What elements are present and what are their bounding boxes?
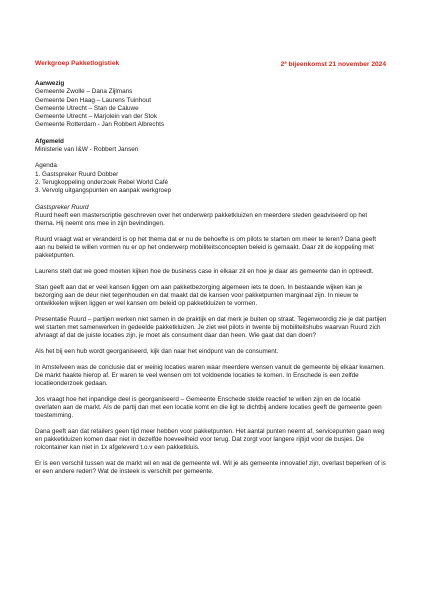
header-title: Werkgroep Pakketlogistiek [35, 60, 120, 67]
paragraph: Stan geeft aan dat er veel kansen liggen om aan pakketbezorging algemeen iets te doen. In bestaande wijken kan je bezorging aan de deur niet tegenhouden en dat maakt dat de kansen voor pakketpunten marginaal zijn. In nieuw te ontwikkelen wijken liggen er wel kansen om beleid op pakketkluizen te vormen. [35, 283, 363, 308]
header-meeting-number: 2 [280, 61, 285, 68]
document-header [35, 60, 386, 69]
paragraph: Laurens stelt dat we goed moeten kijken hoe de business case in elkaar zit en hoe je daar als gemeente dan in optreedt. [35, 267, 374, 275]
header-meeting-date [281, 60, 386, 68]
paragraph: Dana geeft aan dat retailers geen tijd meer hebben voor pakketpunten. Het aantal punten neemt af, servicepunten gaan weg en pakketkluizen komen daar niet in dezelfde hoeveelheid voor terug. Dat zorgt voor langere rijtijd voor de busjes. De rolcontainer kan niet in 1x afgeleverd t.o.v een pakketkluis. [35, 427, 385, 452]
attendee-item: Gemeente Utrecht – Marjolein van der Stok [35, 113, 157, 121]
attendee-item: Gemeente Den Haag – Laurens Tuinhout [35, 96, 152, 104]
guest-speaker-heading: Gastspreker Ruurd [35, 203, 89, 211]
attendee-item: Gemeente Zwolle – Dana Zijlmans [35, 88, 133, 96]
agenda-item: 3. Vervolg uitgangspunten en aanpak werkgroep [35, 187, 172, 195]
header-ordinal-suffix: e [284, 60, 287, 65]
absentee-item: Ministerie van I&W - Robbert Jansen [35, 146, 139, 154]
agenda-item: 1. Gastspreker Ruurd Dobber [35, 170, 119, 178]
header-date-text: bijeenkomst 21 november 2024 [286, 61, 386, 68]
paragraph: Er is een verschil tussen wat de markt wil en wat de gemeente wil. Wil je als gemeente innovatief zijn, overlast beperken of is er een andere reden? Wat de insteek is verschilt per gemeente. [35, 460, 386, 476]
attendee-item: Gemeente Utrecht – Stan de Caluwe [35, 104, 139, 112]
document-body [35, 80, 387, 477]
section-title-aanwezig: Aanwezig [35, 80, 65, 87]
agenda-title: Agenda [35, 162, 57, 170]
paragraph: In Amstelveen was de conclusie dat er weinig locaties waren waar meerdere wensen vanuit de gemeente bij elkaar kwamen. De markt haakte hierop af. Er waren te veel wensen om tot voldoende locaties te komen. In Enschede is een zelfde locatieonderzoek gedaan. [35, 363, 385, 388]
paragraph: Jos vraagt hoe het inpandige deel is georganiseerd – Gemeente Enschede stelde reactief te willen zijn en de locatie overlaten aan de markt. Als de partij dan met een locatie komt en die ligt te dichtbij andere locaties geeft de gemeente geen toestemming. [35, 395, 382, 420]
paragraph: Presentatie Ruurd – partijen werken niet samen in de praktijk en dat merk je buiten op straat. Tegenwoordig zie je dat partijen wel starten met samenwerken in gedeelde pakketkluizen. Je ziet wel pilots in twente bij mobiliteitshubs waarvan Ruurd zich afvraagt af dat de juiste locaties zijn, je moet als consument daar dan heen. Wie gaat dat dan doen? [35, 315, 387, 340]
attendee-item: Gemeente Rotterdam - Jan Robbert Albrechts [35, 121, 165, 129]
paragraph: Ruurd heeft een masterscriptie geschreven over het onderwerp pakketkluizen en meerdere steden geadviseerd op het thema. Hij neemt ons mee in zijn bevindingen. [35, 211, 368, 228]
paragraph: Als het bij een hub wordt georganiseerd, kijk dan naar het eindpunt van de consument. [35, 347, 279, 355]
attendee-list [35, 88, 387, 129]
section-title-afgemeld: Afgemeld [35, 137, 64, 145]
paragraph: Ruurd vraagt wat er veranderd is op het thema dat er nu de behoefte is om pilots te starten om meer te leren? Dana geeft aan nu beleid te willen vormen nu er op het onderwerp mobiliteitsconcepten beleid is gemaakt. Daar zit de koppeling met pakketpunten. [35, 235, 376, 260]
agenda-item: 2. Terugkoppeling onderzoek Rebel World Café [35, 178, 169, 186]
